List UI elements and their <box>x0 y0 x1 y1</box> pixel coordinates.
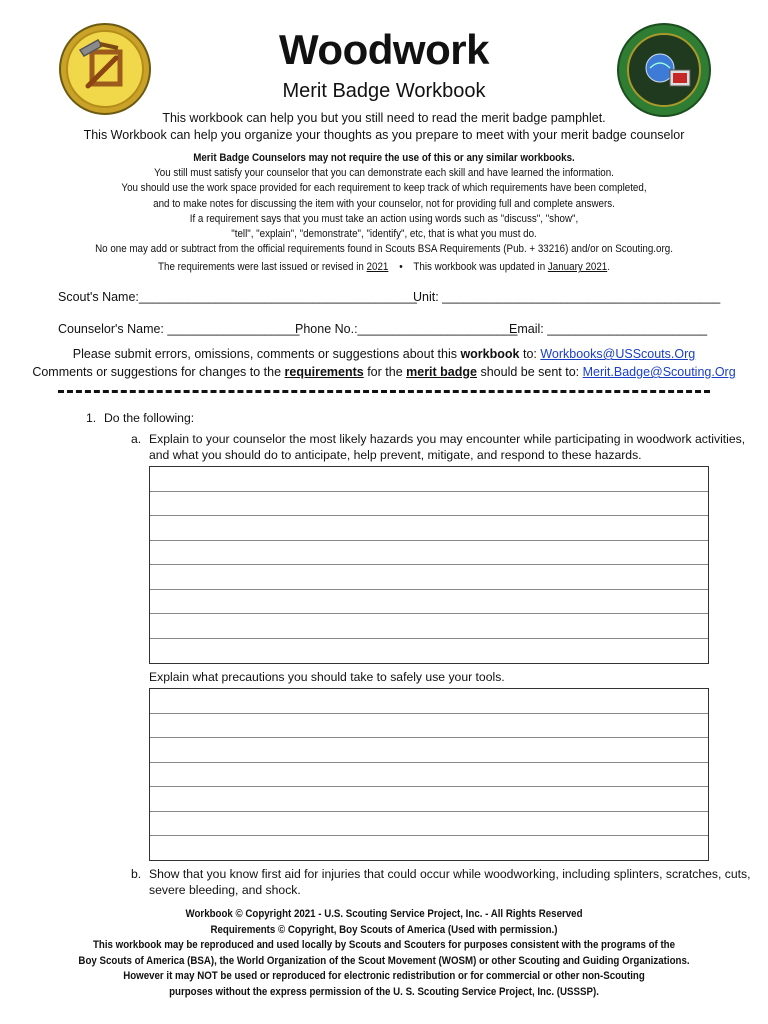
req-1b-text: Show that you know first aid for injuries that could occur while woodworking, including splinters, scratches, cuts, severe bleeding, and shock. <box>149 867 751 897</box>
notice-line: No one may add or subtract from the official requirements found in Scouts BSA Requirements (Pub. + 33216) and/or on Scouting.org. <box>95 243 673 256</box>
bullet: • <box>399 261 403 274</box>
footer-copyright: Workbook © Copyright 2021 - U.S. Scouting Service Project, Inc. - All Rights Reserved Requirements © Copyright, Boy Scouts of America (Used with permission.) This workbook may be reproduced and used locally by Scouts and Scouters for purposes consistent with the programs of the Boy Scouts of America (BSA), the World Organization of the Scout Movement (WOSM) or other Scouting and Guiding Organizations. However it may NOT be used or reproduced for electronic redistribution or for commercial or other non-Scouting purposes without the express permission of the U. S. Scouting Service Project, Inc. (USSSP). <box>78 908 690 998</box>
contact-line-requirements: Comments or suggestions for changes to the requirements for the merit badge should be sent to: Merit.Badge@Scouting.Org <box>32 365 736 379</box>
req-1a-text: Explain to your counselor the most likely hazards you may encounter while participating in woodwork activities, and what you should do to anticipate, help prevent, mitigate, and respond to these hazards. <box>149 432 746 462</box>
email-field[interactable]: Email: _______________________ <box>509 322 708 336</box>
merit-badge-email-link[interactable]: Merit.Badge@Scouting.Org <box>582 365 736 379</box>
notice-line: "tell", "explain", "demonstrate", "identify", etc, that is what you must do. <box>231 228 537 241</box>
phone-field[interactable]: Phone No.:_______________________ <box>295 322 518 336</box>
intro-line: This Workbook can help you organize your thoughts as you prepare to meet with your merit badge counselor <box>83 128 685 142</box>
notice-bold: Merit Badge Counselors may not require the use of this or any similar workbooks. <box>193 152 575 164</box>
notice-line: If a requirement says that you must take an action using words such as "discuss", "show", <box>189 212 579 225</box>
notice-line: and to make notes for discussing the item with your counselor, not for providing full and complete answers. <box>153 197 615 210</box>
answer-box-hazards[interactable] <box>149 466 709 664</box>
intro-block <box>0 110 768 144</box>
req-1b-label: b. <box>131 867 142 881</box>
req-1-number: 1. <box>86 411 97 425</box>
counselor-name-field[interactable]: Counselor's Name: ___________________ <box>58 322 300 336</box>
notice-line: You should use the work space provided for each requirement to keep track of which requirements have been completed, <box>121 182 647 195</box>
notice-line: You still must satisfy your counselor that you can demonstrate each skill and have learned the information. <box>154 167 614 180</box>
unit-field[interactable]: Unit: ________________________________________ <box>413 290 721 304</box>
req-1a-label: a. <box>131 432 142 446</box>
revision-line: The requirements were last issued or revised in 2021 • This workbook was updated in January 2021. <box>158 261 610 274</box>
page-title: Woodwork <box>279 26 489 73</box>
precautions-prompt: Explain what precautions you should take to safely use your tools. <box>149 670 505 684</box>
answer-box-precautions[interactable] <box>149 688 709 861</box>
workbooks-email-link[interactable]: Workbooks@USScouts.Org <box>540 347 696 361</box>
page-subtitle: Merit Badge Workbook <box>282 80 486 102</box>
contact-line-workbook: Please submit errors, omissions, comments or suggestions about this workbook to: Workbooks@USScouts.Org <box>72 347 696 361</box>
scout-name-field[interactable]: Scout's Name:________________________________________ <box>58 290 417 304</box>
dashed-separator <box>58 390 710 393</box>
revised-year: 2021 <box>366 261 389 274</box>
req-1-text: Do the following: <box>104 411 195 425</box>
intro-line: This workbook can help you but you still need to read the merit badge pamphlet. <box>162 111 606 125</box>
notice-block <box>54 151 714 276</box>
updated-date: January 2021 <box>547 261 608 274</box>
